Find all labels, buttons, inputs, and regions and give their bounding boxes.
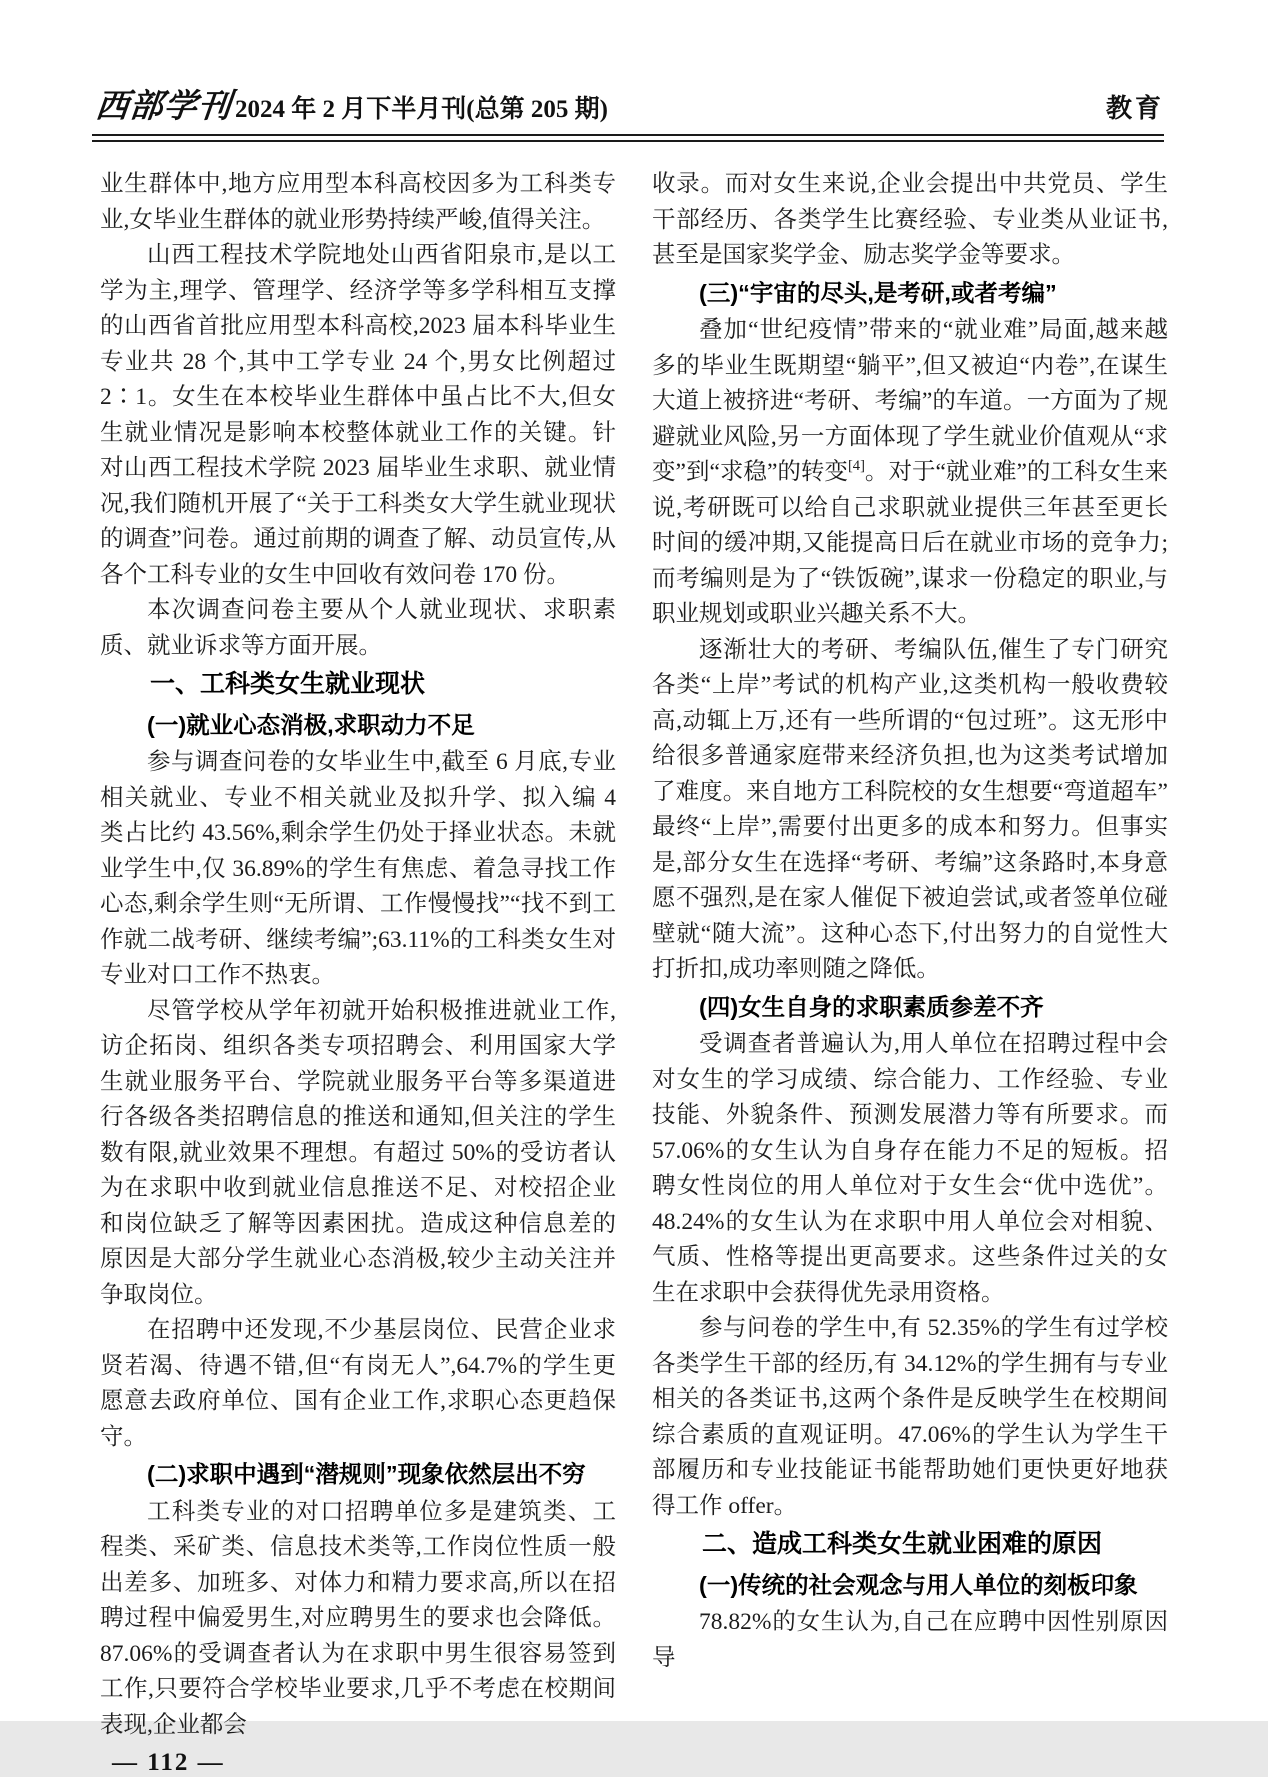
paragraph: 业生群体中,地方应用型本科高校因多为工科类专业,女毕业生群体的就业形势持续严峻,值得关注。 (100, 171, 616, 233)
subsection-heading: (三)“宇宙的尽头,是考研,或者考编” (699, 279, 1057, 306)
header-divider (92, 134, 1164, 142)
subsection-heading: (二)求职中遇到“潜规则”现象依然层出不穷 (147, 1461, 586, 1487)
paragraph: 工科类专业的对口招聘单位多是建筑类、工程类、采矿类、信息技术类等,工作岗位性质一般出差多、加班多、对体力和精力要求高,所以在招聘过程中偏爱男生,对应聘男生的要求也会降低。87.06%的受调查者认为在求职中男生很容易签到工作,只要符合学校毕业要求,几乎不考虑在校期间表现,企业都会 (100, 1498, 616, 1738)
journal-logo: 西部学刊 (93, 86, 234, 125)
paragraph: 78.82%的女生认为,自己在应聘中因性别原因导 (652, 1609, 1168, 1671)
header-left (93, 80, 608, 127)
section-heading: 二、造成工科类女生就业困难的原因 (702, 1530, 1103, 1558)
column-right (652, 167, 1168, 1743)
paragraph: 本次调查问卷主要从个人就业现状、求职素质、就业诉求等方面开展。 (100, 597, 616, 659)
paragraph: 山西工程技术学院地处山西省阳泉市,是以工学为主,理学、管理学、经济学等多学科相互支撑的山西省首批应用型本科高校,2023 届本科毕业生专业共 28 个,其中工学专业 24 个,男女比例超过 2∶1。女生在本校毕业生群体中虽占比不大,但女生就业情况是影响本校整体就业工作的关键。针对山西工程技术学院 2023 届毕业生求职、就业情况,我们随机开展了“关于工科类女大学生就业现状的调查”问卷。通过前期的调查了解、动员宣传,从各个工科专业的女生中回收有效问卷 170 份。 (100, 242, 616, 588)
subsection-heading: (四)女生自身的求职素质参差不齐 (699, 993, 1044, 1020)
article-body (0, 142, 1268, 1743)
paragraph: 在招聘中还发现,不少基层岗位、民营企业求贤若渴、待遇不错,但“有岗无人”,64.7%的学生更愿意去政府单位、国有企业工作,求职心态更趋保守。 (100, 1317, 616, 1450)
citation-ref: [4] (847, 458, 865, 475)
subsection-heading: (一)传统的社会观念与用人单位的刻板印象 (699, 1571, 1138, 1598)
page-number: — 112 — (112, 1749, 225, 1776)
paragraph: 尽管学校从学年初就开始积极推进就业工作,访企拓岗、组织各类专项招聘会、利用国家大学生就业服务平台、学院就业服务平台等多渠道进行各级各类招聘信息的推送和通知,但关注的学生数有限,就业效果不理想。有超过 50%的受访者认为在求职中收到就业信息推送不足、对校招企业和岗位缺乏了解等因素困扰。造成这种信息差的原因是大部分学生就业心态消极,较少主动关注并争取岗位。 (100, 997, 616, 1308)
paragraph: 收录。而对女生来说,企业会提出中共党员、学生干部经历、各类学生比赛经验、专业类从业证书,甚至是国家奖学金、励志奖学金等要求。 (652, 171, 1168, 268)
issue-info: 2024 年 2 月下半月刊(总第 205 期) (235, 96, 608, 123)
section-heading: 一、工科类女生就业现状 (150, 670, 426, 698)
paragraph: 参与调查问卷的女毕业生中,截至 6 月底,专业相关就业、专业不相关就业及拟升学、拟入编 4 类占比约 43.56%,剩余学生仍处于择业状态。未就业学生中,仅 36.89%的学生有焦虑、着急寻找工作心态,剩余学生则“无所谓、工作慢慢找”“找不到工作就二战考研、继续考编”;63.11%的工科类女生对专业对口工作不热衷。 (100, 749, 616, 988)
paragraph: 受调查者普遍认为,用人单位在招聘过程中会对女生的学习成绩、综合能力、工作经验、专业技能、外貌条件、预测发展潜力等有所要求。而 57.06%的女生认为自身存在能力不足的短板。招聘女性岗位的用人单位对于女生会“优中选优”。48.24%的女生认为在求职中用人单位会对相貌、气质、性格等提出更高要求。这些条件过关的女生在求职中会获得优先录用资格。 (652, 1031, 1168, 1306)
page-footer (0, 1743, 1268, 1777)
subsection-heading: (一)就业心态消极,求职动力不足 (147, 711, 475, 738)
paragraph: 叠加“世纪疫情”带来的“就业难”局面,越来越多的毕业生既期望“躺平”,但又被迫“内卷”,在谋生大道上被挤进“考研、考编”的车道。一方面为了规避就业风险,另一方面体现了学生就业价值观从“求变”到“求稳”的转变[4]。对于“就业难”的工科女生来说,考研既可以给自己求职就业提供三年甚至更长时间的缓冲期,又能提高日后在就业市场的竞争力;而考编则是为了“铁饭碗”,谋求一份稳定的职业,与职业规划或职业兴趣关系不大。 (652, 317, 1168, 627)
paragraph: 逐渐壮大的考研、考编队伍,催生了专门研究各类“上岸”考试的机构产业,这类机构一般收费较高,动辄上万,还有一些所谓的“包过班”。这无形中给很多普通家庭带来经济负担,也为这类考试增加了难度。来自地方工科院校的女生想要“弯道超车”最终“上岸”,需要付出更多的成本和努力。但事实是,部分女生在选择“考研、考编”这条路时,本身意愿不强烈,是在家人催促下被迫尝试,或者签单位碰壁就“随大流”。这种心态下,付出努力的自觉性大打折扣,成功率则随之降低。 (652, 636, 1168, 982)
section-label: 教育 (1105, 93, 1164, 123)
page-header (0, 80, 1268, 127)
paragraph: 参与问卷的学生中,有 52.35%的学生有过学校各类学生干部的经历,有 34.12%的学生拥有与专业相关的各类证书,这两个条件是反映学生在校期间综合素质的直观证明。47.06%的学生认为学生干部履历和专业技能证书能帮助她们更快更好地获得工作 offer。 (652, 1315, 1168, 1519)
column-left (100, 167, 616, 1743)
